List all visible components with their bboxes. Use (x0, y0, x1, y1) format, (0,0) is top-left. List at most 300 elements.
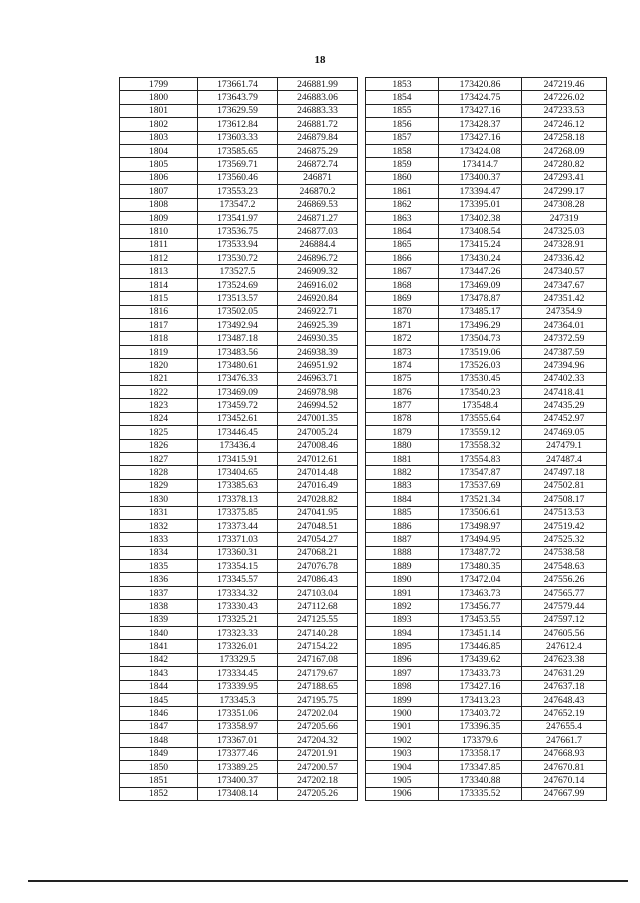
table-row (120, 667, 607, 680)
column-gap (358, 332, 366, 345)
left-y-coordinate-cell: 247103.04 (278, 586, 358, 599)
table-row (120, 131, 607, 144)
column-gap (358, 426, 366, 439)
right-y-coordinate-cell: 247246.12 (522, 118, 607, 131)
left-point-number-cell: 1824 (120, 412, 198, 425)
right-x-coordinate-cell: 173413.23 (439, 693, 522, 706)
right-point-number-cell: 1892 (366, 600, 439, 613)
left-y-coordinate-cell: 247202.18 (278, 774, 358, 787)
left-x-coordinate-cell: 173436.4 (198, 439, 278, 452)
column-gap (358, 144, 366, 157)
column-gap (358, 78, 366, 91)
right-point-number-cell: 1895 (366, 640, 439, 653)
left-x-coordinate-cell: 173326.01 (198, 640, 278, 653)
right-x-coordinate-cell: 173400.37 (439, 171, 522, 184)
right-x-coordinate-cell: 173427.16 (439, 131, 522, 144)
left-x-coordinate-cell: 173629.59 (198, 104, 278, 117)
right-y-coordinate-cell: 247479.1 (522, 439, 607, 452)
left-point-number-cell: 1806 (120, 171, 198, 184)
right-point-number-cell: 1873 (366, 345, 439, 358)
right-x-coordinate-cell: 173558.32 (439, 439, 522, 452)
left-y-coordinate-cell: 246871.27 (278, 211, 358, 224)
right-x-coordinate-cell: 173487.72 (439, 546, 522, 559)
right-point-number-cell: 1869 (366, 292, 439, 305)
left-x-coordinate-cell: 173553.23 (198, 185, 278, 198)
right-x-coordinate-cell: 173439.62 (439, 653, 522, 666)
column-gap (358, 600, 366, 613)
left-point-number-cell: 1830 (120, 493, 198, 506)
right-y-coordinate-cell: 247372.59 (522, 332, 607, 345)
table-row (120, 774, 607, 787)
right-point-number-cell: 1879 (366, 426, 439, 439)
right-point-number-cell: 1899 (366, 693, 439, 706)
left-x-coordinate-cell: 173480.61 (198, 359, 278, 372)
right-point-number-cell: 1859 (366, 158, 439, 171)
left-x-coordinate-cell: 173415.91 (198, 452, 278, 465)
column-gap (358, 627, 366, 640)
right-y-coordinate-cell: 247319 (522, 211, 607, 224)
left-point-number-cell: 1822 (120, 385, 198, 398)
right-y-coordinate-cell: 247226.02 (522, 91, 607, 104)
right-x-coordinate-cell: 173447.26 (439, 265, 522, 278)
left-y-coordinate-cell: 247041.95 (278, 506, 358, 519)
right-y-coordinate-cell: 247670.14 (522, 774, 607, 787)
column-gap (358, 104, 366, 117)
right-x-coordinate-cell: 173446.85 (439, 640, 522, 653)
left-y-coordinate-cell: 247068.21 (278, 546, 358, 559)
right-point-number-cell: 1856 (366, 118, 439, 131)
right-point-number-cell: 1883 (366, 479, 439, 492)
right-point-number-cell: 1901 (366, 720, 439, 733)
left-y-coordinate-cell: 247188.65 (278, 680, 358, 693)
right-y-coordinate-cell: 247469.05 (522, 426, 607, 439)
table-row (120, 345, 607, 358)
left-point-number-cell: 1812 (120, 252, 198, 265)
right-x-coordinate-cell: 173537.69 (439, 479, 522, 492)
table-row (120, 707, 607, 720)
left-y-coordinate-cell: 246925.39 (278, 319, 358, 332)
column-gap (358, 452, 366, 465)
left-x-coordinate-cell: 173492.94 (198, 319, 278, 332)
left-x-coordinate-cell: 173404.65 (198, 466, 278, 479)
right-y-coordinate-cell: 247497.18 (522, 466, 607, 479)
column-gap (358, 546, 366, 559)
right-y-coordinate-cell: 247347.67 (522, 278, 607, 291)
right-point-number-cell: 1888 (366, 546, 439, 559)
left-y-coordinate-cell: 246920.84 (278, 292, 358, 305)
right-y-coordinate-cell: 247631.29 (522, 667, 607, 680)
column-gap (358, 225, 366, 238)
column-gap (358, 466, 366, 479)
right-x-coordinate-cell: 173530.45 (439, 372, 522, 385)
right-x-coordinate-cell: 173402.38 (439, 211, 522, 224)
right-point-number-cell: 1903 (366, 747, 439, 760)
right-y-coordinate-cell: 247293.41 (522, 171, 607, 184)
table-row (120, 412, 607, 425)
left-point-number-cell: 1833 (120, 533, 198, 546)
left-y-coordinate-cell: 247200.57 (278, 760, 358, 773)
right-y-coordinate-cell: 247219.46 (522, 78, 607, 91)
table-row (120, 319, 607, 332)
column-gap (358, 693, 366, 706)
left-x-coordinate-cell: 173334.45 (198, 667, 278, 680)
column-gap (358, 372, 366, 385)
right-point-number-cell: 1857 (366, 131, 439, 144)
right-x-coordinate-cell: 173547.87 (439, 466, 522, 479)
right-point-number-cell: 1889 (366, 560, 439, 573)
left-x-coordinate-cell: 173400.37 (198, 774, 278, 787)
table-row (120, 586, 607, 599)
table-row (120, 305, 607, 318)
table-row (120, 734, 607, 747)
right-point-number-cell: 1881 (366, 452, 439, 465)
left-y-coordinate-cell: 247179.67 (278, 667, 358, 680)
right-point-number-cell: 1885 (366, 506, 439, 519)
right-point-number-cell: 1854 (366, 91, 439, 104)
right-point-number-cell: 1880 (366, 439, 439, 452)
table-row (120, 158, 607, 171)
table-row (120, 760, 607, 773)
column-gap (358, 720, 366, 733)
left-y-coordinate-cell: 246881.72 (278, 118, 358, 131)
left-point-number-cell: 1840 (120, 627, 198, 640)
right-point-number-cell: 1865 (366, 238, 439, 251)
table-row (120, 479, 607, 492)
left-x-coordinate-cell: 173345.57 (198, 573, 278, 586)
right-y-coordinate-cell: 247299.17 (522, 185, 607, 198)
table-row (120, 573, 607, 586)
column-gap (358, 345, 366, 358)
table-row (120, 546, 607, 559)
right-point-number-cell: 1904 (366, 760, 439, 773)
right-x-coordinate-cell: 173485.17 (439, 305, 522, 318)
right-x-coordinate-cell: 173414.7 (439, 158, 522, 171)
left-y-coordinate-cell: 247202.04 (278, 707, 358, 720)
table-row (120, 399, 607, 412)
right-y-coordinate-cell: 247280.82 (522, 158, 607, 171)
right-x-coordinate-cell: 173453.55 (439, 613, 522, 626)
right-x-coordinate-cell: 173472.04 (439, 573, 522, 586)
left-y-coordinate-cell: 246994.52 (278, 399, 358, 412)
right-y-coordinate-cell: 247519.42 (522, 519, 607, 532)
column-gap (358, 747, 366, 760)
left-x-coordinate-cell: 173360.31 (198, 546, 278, 559)
table-row (120, 720, 607, 733)
right-y-coordinate-cell: 247354.9 (522, 305, 607, 318)
left-x-coordinate-cell: 173334.32 (198, 586, 278, 599)
left-x-coordinate-cell: 173541.97 (198, 211, 278, 224)
column-gap (358, 211, 366, 224)
left-point-number-cell: 1828 (120, 466, 198, 479)
left-x-coordinate-cell: 173560.46 (198, 171, 278, 184)
column-gap (358, 787, 366, 800)
right-y-coordinate-cell: 247670.81 (522, 760, 607, 773)
column-gap (358, 412, 366, 425)
left-point-number-cell: 1809 (120, 211, 198, 224)
left-x-coordinate-cell: 173536.75 (198, 225, 278, 238)
left-point-number-cell: 1804 (120, 144, 198, 157)
right-x-coordinate-cell: 173427.16 (439, 680, 522, 693)
right-point-number-cell: 1897 (366, 667, 439, 680)
table-row (120, 372, 607, 385)
left-y-coordinate-cell: 247201.91 (278, 747, 358, 760)
left-point-number-cell: 1851 (120, 774, 198, 787)
right-point-number-cell: 1871 (366, 319, 439, 332)
left-point-number-cell: 1801 (120, 104, 198, 117)
right-y-coordinate-cell: 247661.7 (522, 734, 607, 747)
right-x-coordinate-cell: 173408.54 (439, 225, 522, 238)
column-gap (358, 774, 366, 787)
right-x-coordinate-cell: 173540.23 (439, 385, 522, 398)
left-y-coordinate-cell: 247028.82 (278, 493, 358, 506)
right-x-coordinate-cell: 173494.95 (439, 533, 522, 546)
right-point-number-cell: 1906 (366, 787, 439, 800)
table-row (120, 426, 607, 439)
column-gap (358, 479, 366, 492)
right-y-coordinate-cell: 247525.32 (522, 533, 607, 546)
left-point-number-cell: 1811 (120, 238, 198, 251)
left-y-coordinate-cell: 246883.06 (278, 91, 358, 104)
right-y-coordinate-cell: 247648.43 (522, 693, 607, 706)
table-row (120, 452, 607, 465)
right-y-coordinate-cell: 247233.53 (522, 104, 607, 117)
right-y-coordinate-cell: 247502.81 (522, 479, 607, 492)
left-y-coordinate-cell: 246881.99 (278, 78, 358, 91)
right-x-coordinate-cell: 173521.34 (439, 493, 522, 506)
right-y-coordinate-cell: 247258.18 (522, 131, 607, 144)
column-gap (358, 399, 366, 412)
right-x-coordinate-cell: 173498.97 (439, 519, 522, 532)
right-point-number-cell: 1863 (366, 211, 439, 224)
right-x-coordinate-cell: 173340.88 (439, 774, 522, 787)
left-point-number-cell: 1836 (120, 573, 198, 586)
table-row (120, 265, 607, 278)
column-gap (358, 533, 366, 546)
right-x-coordinate-cell: 173396.35 (439, 720, 522, 733)
right-point-number-cell: 1876 (366, 385, 439, 398)
left-x-coordinate-cell: 173513.57 (198, 292, 278, 305)
column-gap (358, 252, 366, 265)
column-gap (358, 519, 366, 532)
left-y-coordinate-cell: 246909.32 (278, 265, 358, 278)
left-point-number-cell: 1841 (120, 640, 198, 653)
left-point-number-cell: 1814 (120, 278, 198, 291)
right-x-coordinate-cell: 173504.73 (439, 332, 522, 345)
left-point-number-cell: 1805 (120, 158, 198, 171)
right-y-coordinate-cell: 247351.42 (522, 292, 607, 305)
left-point-number-cell: 1848 (120, 734, 198, 747)
left-y-coordinate-cell: 247140.28 (278, 627, 358, 640)
right-x-coordinate-cell: 173415.24 (439, 238, 522, 251)
right-y-coordinate-cell: 247612.4 (522, 640, 607, 653)
right-point-number-cell: 1878 (366, 412, 439, 425)
right-x-coordinate-cell: 173430.24 (439, 252, 522, 265)
left-x-coordinate-cell: 173408.14 (198, 787, 278, 800)
column-gap (358, 185, 366, 198)
right-y-coordinate-cell: 247418.41 (522, 385, 607, 398)
left-x-coordinate-cell: 173373.44 (198, 519, 278, 532)
left-y-coordinate-cell: 246869.53 (278, 198, 358, 211)
right-point-number-cell: 1877 (366, 399, 439, 412)
left-y-coordinate-cell: 246875.29 (278, 144, 358, 157)
left-x-coordinate-cell: 173385.63 (198, 479, 278, 492)
left-x-coordinate-cell: 173524.69 (198, 278, 278, 291)
left-y-coordinate-cell: 246871 (278, 171, 358, 184)
left-x-coordinate-cell: 173612.84 (198, 118, 278, 131)
right-x-coordinate-cell: 173424.75 (439, 91, 522, 104)
left-x-coordinate-cell: 173547.2 (198, 198, 278, 211)
table-row (120, 238, 607, 251)
right-x-coordinate-cell: 173478.87 (439, 292, 522, 305)
table-row (120, 640, 607, 653)
right-y-coordinate-cell: 247364.01 (522, 319, 607, 332)
left-x-coordinate-cell: 173378.13 (198, 493, 278, 506)
left-x-coordinate-cell: 173469.09 (198, 385, 278, 398)
left-y-coordinate-cell: 247012.61 (278, 452, 358, 465)
right-y-coordinate-cell: 247668.93 (522, 747, 607, 760)
right-point-number-cell: 1893 (366, 613, 439, 626)
table-row (120, 439, 607, 452)
left-y-coordinate-cell: 247205.26 (278, 787, 358, 800)
left-y-coordinate-cell: 247054.27 (278, 533, 358, 546)
left-point-number-cell: 1842 (120, 653, 198, 666)
right-y-coordinate-cell: 247597.12 (522, 613, 607, 626)
right-y-coordinate-cell: 247435.29 (522, 399, 607, 412)
table-row (120, 292, 607, 305)
left-y-coordinate-cell: 247154.22 (278, 640, 358, 653)
table-row (120, 211, 607, 224)
left-point-number-cell: 1823 (120, 399, 198, 412)
right-point-number-cell: 1890 (366, 573, 439, 586)
right-x-coordinate-cell: 173469.09 (439, 278, 522, 291)
left-y-coordinate-cell: 247008.46 (278, 439, 358, 452)
column-gap (358, 653, 366, 666)
table-row (120, 747, 607, 760)
left-point-number-cell: 1820 (120, 359, 198, 372)
right-x-coordinate-cell: 173427.16 (439, 104, 522, 117)
right-point-number-cell: 1866 (366, 252, 439, 265)
column-gap (358, 118, 366, 131)
right-point-number-cell: 1861 (366, 185, 439, 198)
left-y-coordinate-cell: 246872.74 (278, 158, 358, 171)
right-y-coordinate-cell: 247556.26 (522, 573, 607, 586)
left-y-coordinate-cell: 247014.48 (278, 466, 358, 479)
right-point-number-cell: 1898 (366, 680, 439, 693)
right-x-coordinate-cell: 173463.73 (439, 586, 522, 599)
right-point-number-cell: 1864 (366, 225, 439, 238)
left-x-coordinate-cell: 173585.65 (198, 144, 278, 157)
right-x-coordinate-cell: 173428.37 (439, 118, 522, 131)
left-x-coordinate-cell: 173487.18 (198, 332, 278, 345)
column-gap (358, 319, 366, 332)
left-y-coordinate-cell: 247001.35 (278, 412, 358, 425)
right-point-number-cell: 1896 (366, 653, 439, 666)
left-point-number-cell: 1837 (120, 586, 198, 599)
column-gap (358, 640, 366, 653)
left-point-number-cell: 1831 (120, 506, 198, 519)
right-x-coordinate-cell: 173394.47 (439, 185, 522, 198)
column-gap (358, 506, 366, 519)
left-point-number-cell: 1829 (120, 479, 198, 492)
right-y-coordinate-cell: 247487.4 (522, 452, 607, 465)
left-y-coordinate-cell: 246896.72 (278, 252, 358, 265)
table-row (120, 613, 607, 626)
table-row (120, 252, 607, 265)
right-y-coordinate-cell: 247513.53 (522, 506, 607, 519)
footer-rule (28, 880, 628, 882)
column-gap (358, 278, 366, 291)
left-x-coordinate-cell: 173354.15 (198, 560, 278, 573)
table-row (120, 506, 607, 519)
table-row (120, 560, 607, 573)
left-y-coordinate-cell: 246963.71 (278, 372, 358, 385)
left-point-number-cell: 1800 (120, 91, 198, 104)
table-row (120, 787, 607, 800)
right-x-coordinate-cell: 173420.86 (439, 78, 522, 91)
right-x-coordinate-cell: 173519.06 (439, 345, 522, 358)
left-x-coordinate-cell: 173389.25 (198, 760, 278, 773)
left-y-coordinate-cell: 246884.4 (278, 238, 358, 251)
left-point-number-cell: 1808 (120, 198, 198, 211)
right-y-coordinate-cell: 247605.56 (522, 627, 607, 640)
left-point-number-cell: 1844 (120, 680, 198, 693)
left-point-number-cell: 1813 (120, 265, 198, 278)
right-x-coordinate-cell: 173506.61 (439, 506, 522, 519)
left-point-number-cell: 1816 (120, 305, 198, 318)
right-y-coordinate-cell: 247308.28 (522, 198, 607, 211)
right-point-number-cell: 1867 (366, 265, 439, 278)
left-y-coordinate-cell: 246883.33 (278, 104, 358, 117)
right-y-coordinate-cell: 247452.97 (522, 412, 607, 425)
left-y-coordinate-cell: 247125.55 (278, 613, 358, 626)
left-point-number-cell: 1835 (120, 560, 198, 573)
right-point-number-cell: 1891 (366, 586, 439, 599)
left-y-coordinate-cell: 247204.32 (278, 734, 358, 747)
left-point-number-cell: 1821 (120, 372, 198, 385)
right-y-coordinate-cell: 247402.33 (522, 372, 607, 385)
left-x-coordinate-cell: 173446.45 (198, 426, 278, 439)
right-x-coordinate-cell: 173548.4 (439, 399, 522, 412)
column-gap (358, 265, 366, 278)
table-row (120, 332, 607, 345)
right-x-coordinate-cell: 173347.85 (439, 760, 522, 773)
column-gap (358, 680, 366, 693)
right-point-number-cell: 1858 (366, 144, 439, 157)
left-point-number-cell: 1838 (120, 600, 198, 613)
left-point-number-cell: 1852 (120, 787, 198, 800)
right-point-number-cell: 1860 (366, 171, 439, 184)
left-point-number-cell: 1799 (120, 78, 198, 91)
right-point-number-cell: 1894 (366, 627, 439, 640)
right-y-coordinate-cell: 247325.03 (522, 225, 607, 238)
column-gap (358, 760, 366, 773)
right-x-coordinate-cell: 173433.73 (439, 667, 522, 680)
left-x-coordinate-cell: 173569.71 (198, 158, 278, 171)
right-point-number-cell: 1870 (366, 305, 439, 318)
right-y-coordinate-cell: 247565.77 (522, 586, 607, 599)
table-row (120, 600, 607, 613)
left-point-number-cell: 1815 (120, 292, 198, 305)
left-x-coordinate-cell: 173351.06 (198, 707, 278, 720)
right-x-coordinate-cell: 173379.6 (439, 734, 522, 747)
table-row (120, 466, 607, 479)
column-gap (358, 493, 366, 506)
column-gap (358, 292, 366, 305)
table-row (120, 171, 607, 184)
left-y-coordinate-cell: 247048.51 (278, 519, 358, 532)
right-point-number-cell: 1862 (366, 198, 439, 211)
right-x-coordinate-cell: 173559.12 (439, 426, 522, 439)
